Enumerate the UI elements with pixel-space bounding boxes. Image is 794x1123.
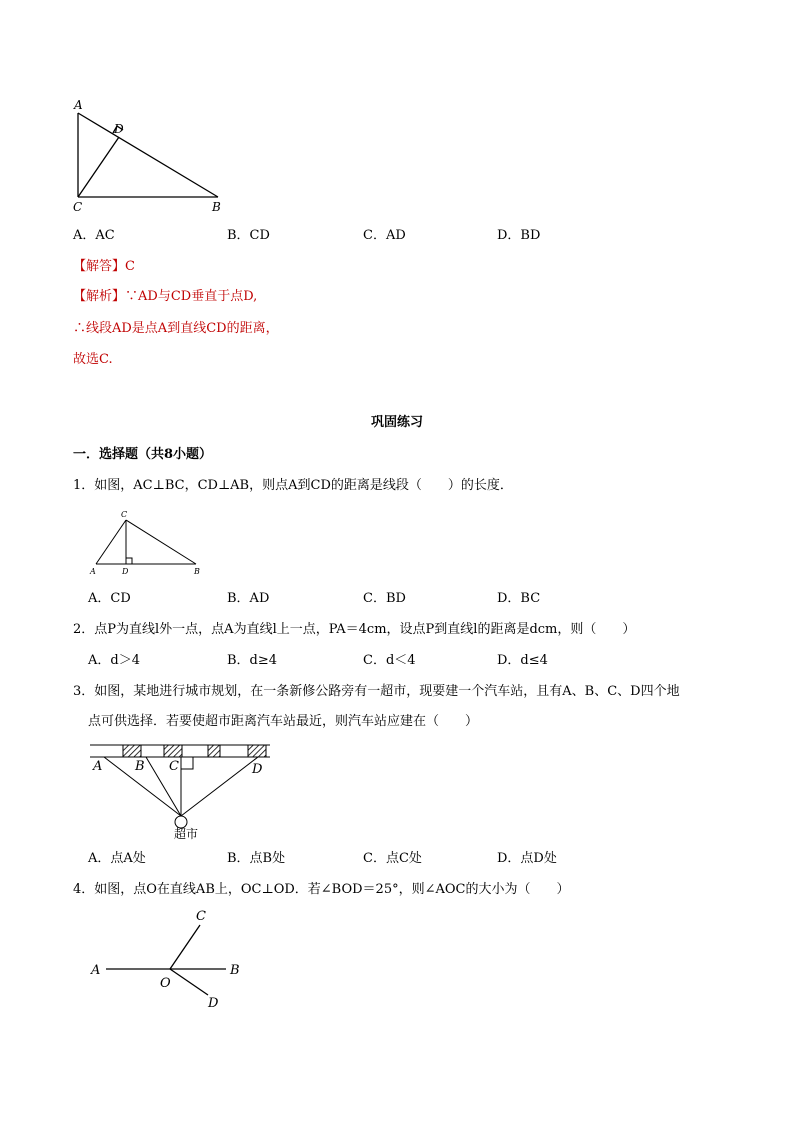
part-heading: 一．选择题（共8小题） [73, 447, 213, 462]
analysis-line-1: 【解析】∵AD与CD垂直于点D, [73, 289, 258, 304]
q3-option-a: A．点A处 [88, 851, 146, 866]
q4-fig-label-d: D [208, 996, 219, 1011]
analysis-line-3: 故选C. [73, 352, 113, 367]
q2-option-d: D．d≤4 [497, 653, 548, 668]
q3-option-c: C．点C处 [363, 851, 422, 866]
prev-fig-label-c: C [73, 200, 83, 214]
q1-option-b: B．AD [227, 591, 270, 606]
q3-figure [88, 740, 274, 840]
prev-figure [64, 95, 234, 217]
q1-option-d: D．BC [497, 591, 541, 606]
q1-fig-label-d: D [122, 567, 129, 576]
q3-fig-label-a: A [93, 759, 103, 774]
q4-fig-label-a: A [91, 963, 101, 978]
prev-option-d: D．BD [497, 228, 541, 243]
q3-fig-label-d: D [252, 762, 263, 777]
q3-text-line-1: 3．如图，某地进行城市规划，在一条新修公路旁有一超市，现要建一个汽车站，且有A、B、C、D四个地 [73, 684, 680, 699]
prev-fig-label-b: B [212, 200, 221, 214]
q3-option-d: D．点D处 [497, 851, 557, 866]
q3-fig-label-b: B [135, 759, 145, 774]
q2-option-a: A．d＞4 [88, 653, 140, 668]
q1-fig-label-b: B [194, 567, 200, 576]
q1-option-c: C．BD [363, 591, 406, 606]
answer-value: C [125, 259, 135, 274]
q2-option-c: C．d＜4 [363, 653, 416, 668]
q4-fig-label-o: O [160, 976, 171, 991]
q1-fig-label-a: A [90, 567, 96, 576]
q4-fig-label-b: B [230, 963, 240, 978]
q4-text: 4．如图，点O在直线AB上，OC⊥OD．若∠BOD＝25°，则∠AOC的大小为（ ） [73, 882, 570, 897]
q2-option-b: B．d≥4 [227, 653, 278, 668]
prev-option-c: C．AD [363, 228, 406, 243]
q3-fig-label-market: 超市 [174, 827, 199, 840]
q4-figure [86, 903, 256, 1013]
q1-option-a: A．CD [88, 591, 131, 606]
answer-label: 【解答】 [73, 259, 126, 274]
q1-text: 1．如图，AC⊥BC，CD⊥AB，则点A到CD的距离是线段（ ）的长度． [73, 478, 513, 493]
q1-figure [86, 508, 206, 580]
answer-line [73, 258, 135, 276]
prev-option-b: B．CD [227, 228, 270, 243]
q3-option-b: B．点B处 [227, 851, 286, 866]
q3-text-line-2: 点可供选择．若要使超市距离汽车站最近，则汽车站应建在（ ） [88, 714, 479, 729]
q4-fig-label-c: C [196, 909, 206, 924]
q2-text: 2．点P为直线l外一点，点A为直线l上一点，PA＝4cm，设点P到直线l的距离是dcm，则（ ） [73, 622, 636, 637]
q3-fig-label-c: C [169, 759, 179, 774]
prev-fig-label-d: D [114, 122, 124, 136]
prev-option-a: A．AC [73, 228, 115, 243]
analysis-line-2: ∴线段AD是点A到直线CD的距离， [73, 321, 279, 336]
analysis-label: 【解析】 [73, 289, 126, 304]
section-title: 巩固练习 [370, 415, 423, 430]
prev-fig-label-a: A [74, 98, 83, 112]
q1-fig-label-c: C [121, 510, 128, 519]
